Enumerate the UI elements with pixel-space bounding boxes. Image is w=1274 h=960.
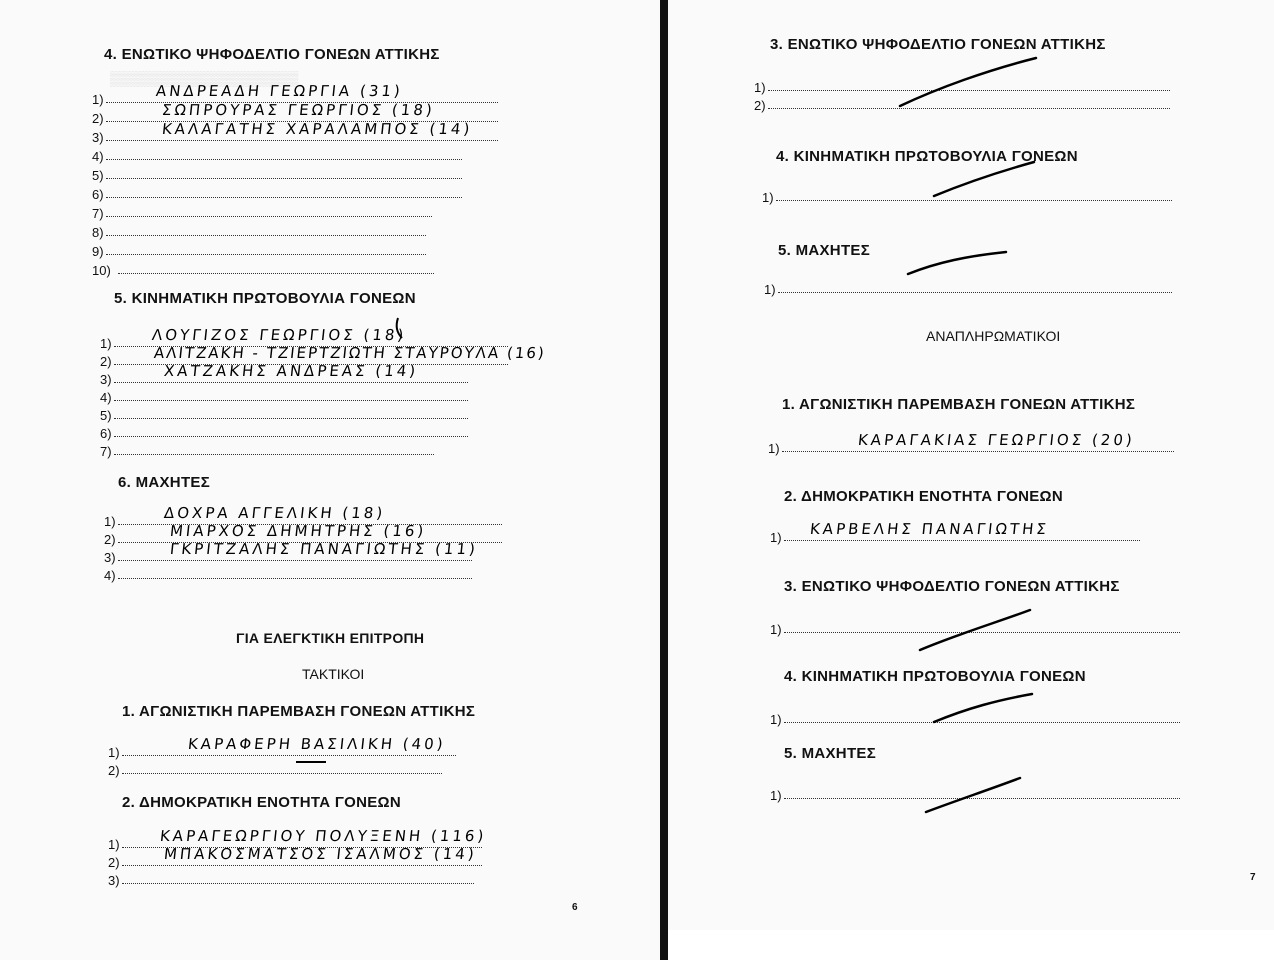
handwritten-candidate: ΑΝΔΡΕΑΔΗ ΓΕΩΡΓΙΑ (31) xyxy=(155,82,404,100)
section-title: 4. ΚΙΝΗΜΑΤΙΚΗ ΠΡΩΤΟΒΟΥΛΙΑ ΓΟΝΕΩΝ xyxy=(784,668,1086,685)
line-number: 1) xyxy=(770,530,782,545)
section-title: 2. ΔΗΜΟΚΡΑΤΙΚΗ ΕΝΟΤΗΤΑ ΓΟΝΕΩΝ xyxy=(122,794,401,811)
section-title: 6. ΜΑΧΗΤΕΣ xyxy=(118,474,211,491)
line-number: 1) xyxy=(104,514,116,529)
dotted-line xyxy=(114,382,468,383)
line-number: 7) xyxy=(100,444,112,459)
handwritten-candidate: ΚΑΡΒΕΛΗΣ ΠΑΝΑΓΙΩΤΗΣ xyxy=(809,520,1050,538)
line-number: 2) xyxy=(108,763,120,778)
line-number: 2) xyxy=(754,98,766,113)
line-number: 1) xyxy=(108,837,120,852)
line-number: 9) xyxy=(92,244,104,259)
dotted-line xyxy=(782,451,1174,452)
line-number: 6) xyxy=(92,187,104,202)
cross-out-stroke xyxy=(934,162,1034,196)
line-number: 4) xyxy=(104,568,116,583)
regular-members-label: ΤΑΚΤΙΚΟΙ xyxy=(302,666,365,682)
dotted-line xyxy=(768,90,1170,91)
ballot-page-right xyxy=(668,0,1274,930)
cross-out-stroke xyxy=(934,694,1032,722)
dotted-line xyxy=(784,798,1180,799)
dotted-line xyxy=(768,108,1170,109)
line-number: 3) xyxy=(92,130,104,145)
line-number: 4) xyxy=(100,390,112,405)
dotted-line xyxy=(122,755,456,756)
section-title: 3. ΕΝΩΤΙΚΟ ΨΗΦΟΔΕΛΤΙΟ ΓΟΝΕΩΝ ΑΤΤΙΚΗΣ xyxy=(784,578,1120,595)
scan-margin xyxy=(668,930,1274,960)
dotted-line xyxy=(784,632,1180,633)
line-number: 1) xyxy=(770,788,782,803)
dotted-line xyxy=(114,454,434,455)
dotted-line xyxy=(122,773,442,774)
dotted-line xyxy=(106,216,432,217)
handwritten-candidate: ΚΑΛΑΓΑΤΗΣ ΧΑΡΑΛΑΜΠΟΣ (14) xyxy=(161,120,474,138)
dotted-line xyxy=(784,540,1140,541)
line-number: 1) xyxy=(754,80,766,95)
handwritten-candidate: ΛΟΥΓΙΖΟΣ ΓΕΩΡΓΙΟΣ (18) xyxy=(151,326,408,344)
line-number: 1) xyxy=(108,745,120,760)
line-number: 1) xyxy=(770,712,782,727)
line-number: 3) xyxy=(104,550,116,565)
handwritten-candidate: ΚΑΡΑΓΑΚΙΑΣ ΓΕΩΡΓΙΟΣ (20) xyxy=(857,431,1136,449)
line-number: 1) xyxy=(764,282,776,297)
handwritten-candidate: ΜΠΑΚΟΣΜΑΤΣΟΣ ΙΣΑΛΜΟΣ (14) xyxy=(163,845,478,863)
committee-heading: ΓΙΑ ΕΛΕΓΚΤΙΚΗ ΕΠΙΤΡΟΠΗ xyxy=(236,630,425,646)
line-number: 8) xyxy=(92,225,104,240)
dotted-line xyxy=(114,436,468,437)
line-number: 2) xyxy=(104,532,116,547)
line-number: 7) xyxy=(92,206,104,221)
dotted-line xyxy=(776,200,1172,201)
page-gutter xyxy=(660,0,668,960)
cross-out-stroke xyxy=(908,252,1006,274)
handwritten-candidate: ΚΑΡΑΦΕΡΗ ΒΑΣΙΛΙΚΗ (40) xyxy=(187,735,447,753)
line-number: 2) xyxy=(92,111,104,126)
dotted-line xyxy=(106,235,426,236)
section-title: 4. ΕΝΩΤΙΚΟ ΨΗΦΟΔΕΛΤΙΟ ΓΟΝΕΩΝ ΑΤΤΙΚΗΣ xyxy=(104,46,440,63)
line-number: 5) xyxy=(100,408,112,423)
handwritten-candidate: ΑΛΙΤΖΑΚΗ - ΤΖΙΕΡΤΖΙΩΤΗ ΣΤΑΥΡΟΥΛΑ (16) xyxy=(153,344,547,362)
line-number: 5) xyxy=(92,168,104,183)
line-number: 2) xyxy=(108,855,120,870)
line-number: 3) xyxy=(100,372,112,387)
dotted-line xyxy=(118,273,434,274)
dotted-line xyxy=(118,560,472,561)
substitutes-label: ΑΝΑΠΛΗΡΩΜΑΤΙΚΟΙ xyxy=(926,328,1061,344)
line-number: 1) xyxy=(100,336,112,351)
dotted-line xyxy=(106,159,462,160)
line-number: 3) xyxy=(108,873,120,888)
dotted-line xyxy=(122,883,474,884)
section-title: 1. ΑΓΩΝΙΣΤΙΚΗ ΠΑΡΕΜΒΑΣΗ ΓΟΝΕΩΝ ΑΤΤΙΚΗΣ xyxy=(782,396,1136,413)
bleed-through-text: ▒▒▒▒▒▒▒▒▒▒▒▒▒▒▒▒▒▒▒ xyxy=(110,70,299,86)
cross-out-stroke xyxy=(926,778,1020,812)
page-number: 6 xyxy=(572,902,578,913)
section-title: 5. ΚΙΝΗΜΑΤΙΚΗ ΠΡΩΤΟΒΟΥΛΙΑ ΓΟΝΕΩΝ xyxy=(114,290,416,307)
section-title: 5. ΜΑΧΗΤΕΣ xyxy=(784,745,877,762)
dotted-line xyxy=(118,578,472,579)
line-number: 1) xyxy=(768,441,780,456)
line-number: 1) xyxy=(762,190,774,205)
handwritten-candidate: ΚΑΡΑΓΕΩΡΓΙΟΥ ΠΟΛΥΞΕΝΗ (116) xyxy=(159,827,488,845)
page-number: 7 xyxy=(1250,872,1256,883)
handwritten-candidate: ΜΙΑΡΧΟΣ ΔΗΜΗΤΡΗΣ (16) xyxy=(169,522,428,540)
cross-out-strokes xyxy=(668,0,1274,930)
section-title: 5. ΜΑΧΗΤΕΣ xyxy=(778,242,871,259)
handwritten-candidate: ΣΩΠΡΟΥΡΑΣ ΓΕΩΡΓΙΟΣ (18) xyxy=(161,101,436,119)
line-number: 4) xyxy=(92,149,104,164)
handwritten-candidate: ΓΚΡΙΤΖΑΛΗΣ ΠΑΝΑΓΙΩΤΗΣ (11) xyxy=(169,540,479,558)
line-number: 1) xyxy=(92,92,104,107)
dotted-line xyxy=(106,197,462,198)
line-number: 1) xyxy=(770,622,782,637)
dotted-line xyxy=(114,400,468,401)
dotted-line xyxy=(778,292,1172,293)
line-number: 10) xyxy=(92,263,111,278)
dotted-line xyxy=(122,865,482,866)
line-number: 6) xyxy=(100,426,112,441)
dotted-line xyxy=(106,140,498,141)
cross-out-stroke xyxy=(900,58,1036,106)
dotted-line xyxy=(114,418,468,419)
handwritten-candidate: ΧΑΤΖΑΚΗΣ ΑΝΔΡΕΑΣ (14) xyxy=(163,362,420,380)
section-title: 2. ΔΗΜΟΚΡΑΤΙΚΗ ΕΝΟΤΗΤΑ ΓΟΝΕΩΝ xyxy=(784,488,1063,505)
dotted-line xyxy=(106,254,426,255)
cross-out-stroke xyxy=(920,610,1030,650)
section-title: 4. ΚΙΝΗΜΑΤΙΚΗ ΠΡΩΤΟΒΟΥΛΙΑ ΓΟΝΕΩΝ xyxy=(776,148,1078,165)
dotted-line xyxy=(106,178,462,179)
dotted-line xyxy=(784,722,1180,723)
section-title: 3. ΕΝΩΤΙΚΟ ΨΗΦΟΔΕΛΤΙΟ ΓΟΝΕΩΝ ΑΤΤΙΚΗΣ xyxy=(770,36,1106,53)
section-title: 1. ΑΓΩΝΙΣΤΙΚΗ ΠΑΡΕΜΒΑΣΗ ΓΟΝΕΩΝ ΑΤΤΙΚΗΣ xyxy=(122,703,476,720)
line-number: 2) xyxy=(100,354,112,369)
handwritten-candidate: ΔΟΧΡΑ ΑΓΓΕΛΙΚΗ (18) xyxy=(163,504,387,522)
